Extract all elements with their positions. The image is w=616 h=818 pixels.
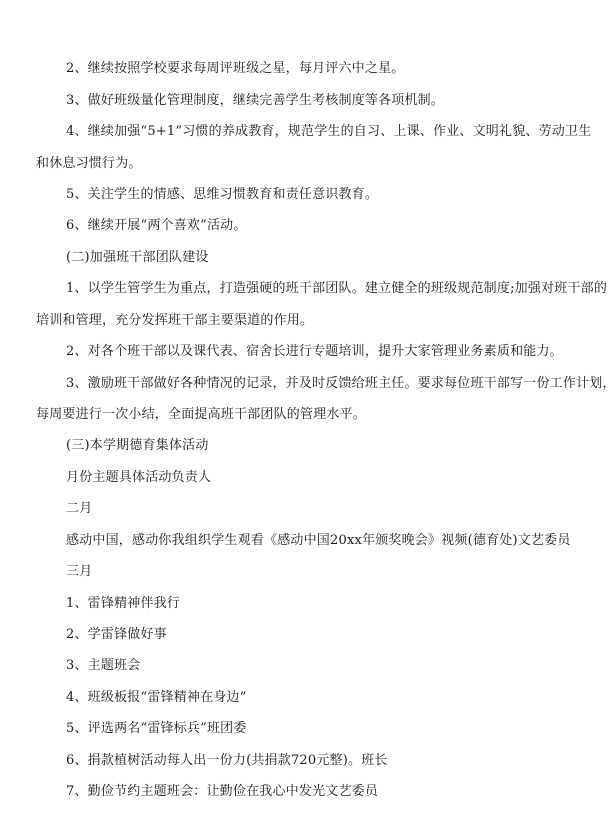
- activity-line: 6、捐款植树活动每人出一份力(共捐款720元整)。班长: [66, 753, 388, 768]
- paragraph-line: 每周要进行一次小结，全面提高班干部团队的管理水平。: [36, 407, 367, 422]
- section-heading: (三)本学期德育集体活动: [66, 438, 209, 453]
- section-heading: (二)加强班干部团队建设: [66, 250, 209, 265]
- activity-line: 2、学雷锋做好事: [66, 627, 167, 642]
- activity-line: 4、班级板报“雷锋精神在身边”: [66, 690, 247, 705]
- paragraph-line: 2、对各个班干部以及课代表、宿舍长进行专题培训，提升大家管理业务素质和能力。: [66, 344, 563, 359]
- paragraph-line: 和休息习惯行为。: [36, 156, 142, 171]
- paragraph-line: 1、以学生管学生为重点，打造强硬的班干部团队。建立健全的班级规范制度;加强对班干部的: [66, 281, 608, 296]
- paragraph-line: 5、关注学生的情感、思维习惯教育和责任意识教育。: [66, 187, 379, 202]
- activity-line: 3、主题班会: [66, 658, 141, 673]
- activity-line: 5、评选两名“雷锋标兵”班团委: [66, 721, 247, 736]
- paragraph-line: 4、继续加强“5+1”习惯的养成教育，规范学生的自习、上课、作业、文明礼貌、劳动卫生: [66, 124, 592, 139]
- activity-line: 1、雷锋精神伴我行: [66, 596, 181, 611]
- paragraph-line: 2、继续按照学校要求每周评班级之星，每月评六中之星。: [66, 61, 405, 76]
- paragraph-line: 培训和管理，充分发挥班干部主要渠道的作用。: [36, 313, 314, 328]
- table-header-line: 月份主题具体活动负责人: [66, 470, 212, 485]
- paragraph-line: 6、继续开展“两个喜欢”活动。: [66, 218, 247, 233]
- month-label: 二月: [66, 501, 93, 516]
- activity-line: 感动中国，感动你我组织学生观看《感动中国20xx年颁奖晚会》视频(德育处)文艺委员: [66, 533, 571, 548]
- activity-line: 7、勤俭节约主题班会：让勤俭在我心中发光文艺委员: [66, 784, 379, 799]
- paragraph-line: 3、做好班级量化管理制度，继续完善学生考核制度等各项机制。: [66, 93, 445, 108]
- month-label: 三月: [66, 564, 93, 579]
- paragraph-line: 3、激励班干部做好各种情况的记录，并及时反馈给班主任。要求每位班干部写一份工作计划，: [66, 376, 616, 391]
